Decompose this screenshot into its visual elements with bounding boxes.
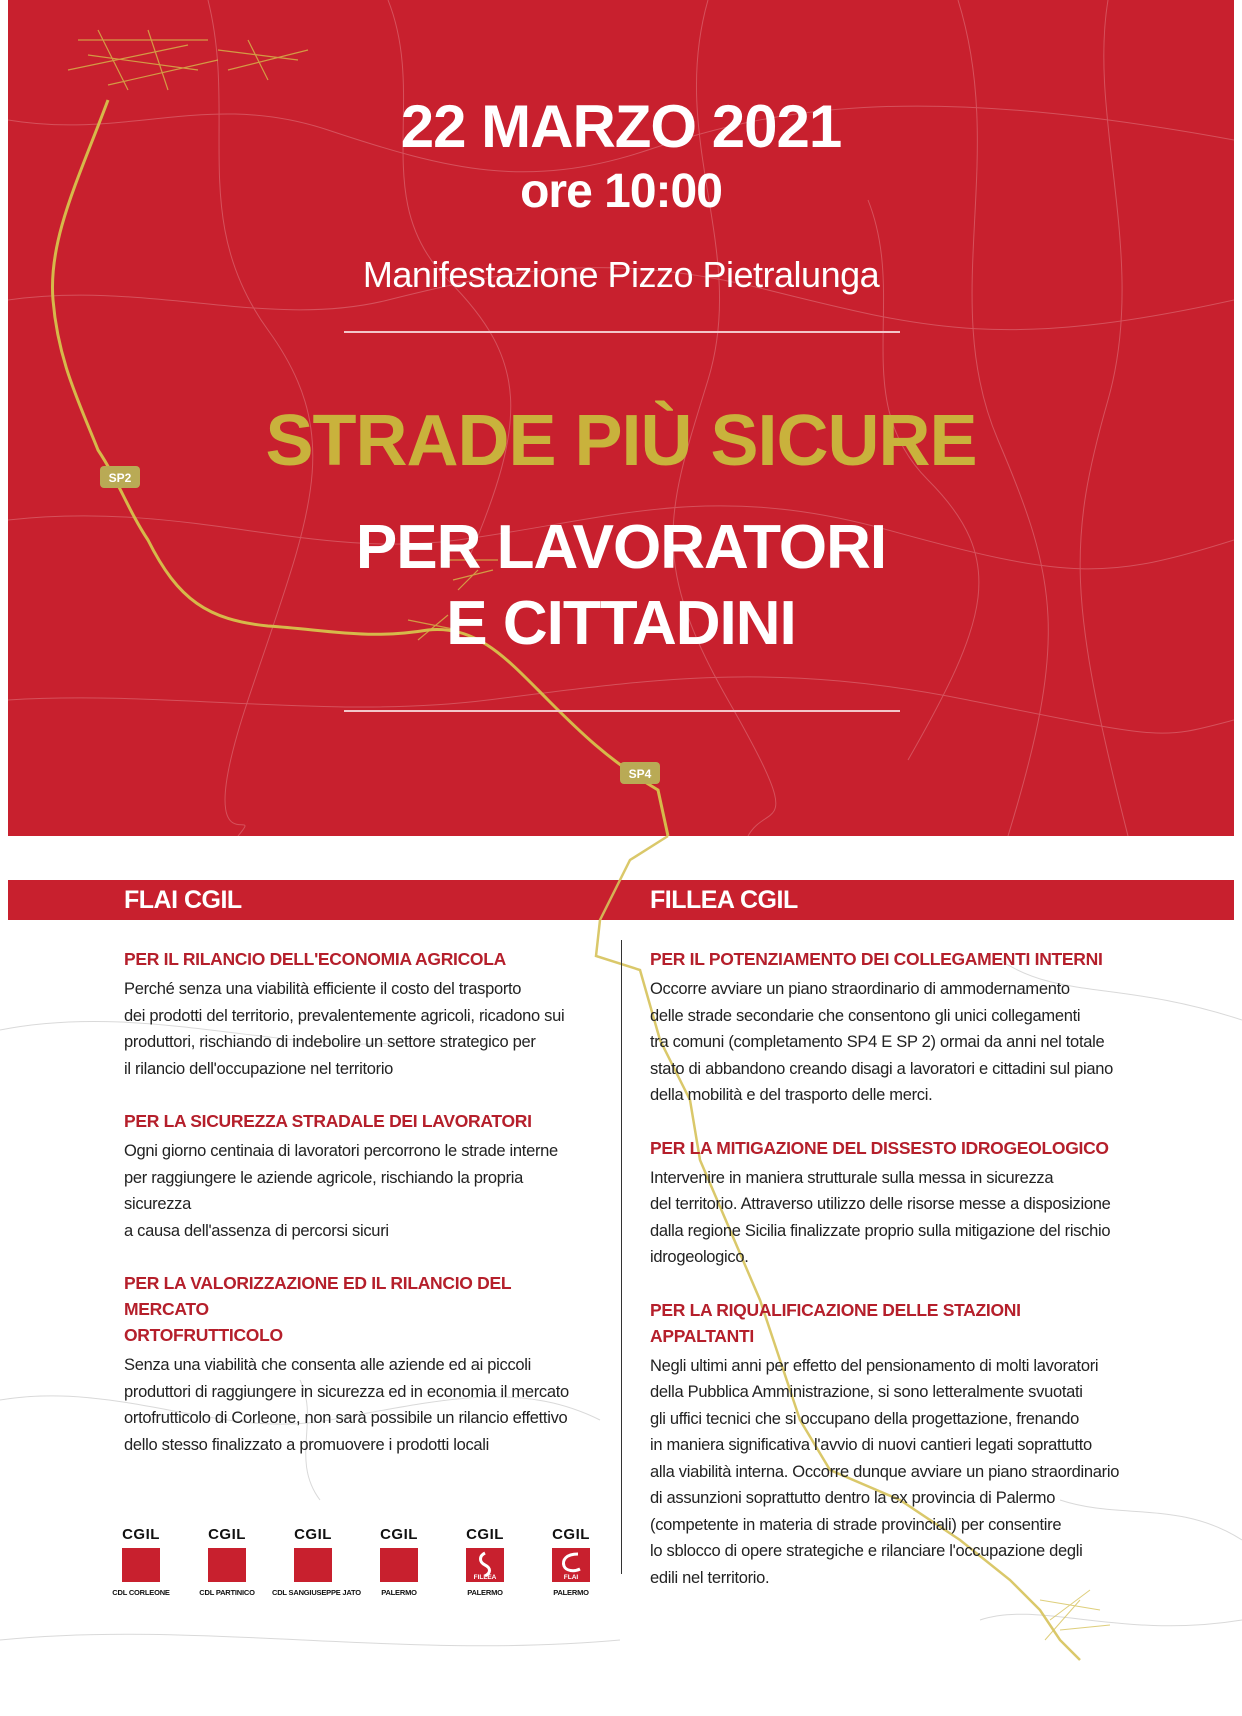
section-dissesto-idrogeologico xyxy=(650,1135,1120,1271)
cgil-red-square-icon xyxy=(122,1548,160,1582)
divider-top xyxy=(344,331,900,333)
section-heading: PER IL POTENZIAMENTO DEI COLLEGAMENTI INTERNI xyxy=(650,949,1103,969)
section-sicurezza-stradale xyxy=(124,1108,594,1244)
section-body: Negli ultimi anni per effetto del pensionamento di molti lavoratori della Pubblica Amministrazione, si sono letteralmente svuotati gli uffici tecnici che si occupano della progettazione, frenando in maniera significativa l'avvio di nuovi cantieri legati soprattutto alla viabilità interna. Occorre dunque avviare un piano straordinario di assunzioni soprattutto dentro la ex provincia di Palermo (competente in materia di strade provinciali) per consentire lo sblocco di opere strategiche e rilanciare l'occupazione degli edili nel territorio. xyxy=(650,1356,1120,1587)
flai-mark-icon: FLAI xyxy=(552,1548,590,1582)
subtitle-line-1: PER LAVORATORI xyxy=(355,513,887,582)
cgil-red-square-icon xyxy=(208,1548,246,1582)
section-body: Occorre avviare un piano straordinario di ammodernamento delle strade secondarie che consentono gli unici collegamenti tra comuni (completamento SP4 E SP 2) ormai da anni nel totale stato di abbandono creando disagi a lavoratori e cittadini sul piano della mobilità e del trasporto delle merci. xyxy=(650,980,1114,1104)
section-heading: PER LA VALORIZZAZIONE ED IL RILANCIO DEL MERCATO ORTOFRUTTICOLO xyxy=(124,1273,511,1345)
section-mercato-ortofrutticolo xyxy=(124,1270,594,1458)
svg-text:SP2: SP2 xyxy=(108,471,132,485)
cgil-red-square-icon xyxy=(380,1548,418,1582)
event-name: Manifestazione Pizzo Pietralunga xyxy=(362,254,880,295)
section-body: Senza una viabilità che consenta alle aziende ed ai piccoli produttori di raggiungere in sicurezza ed in economia il mercato ortofrutticolo di Corleone, non sarà possibile un rilancio effettivo dello stesso finalizzato a promuovere i prodotti locali xyxy=(124,1356,569,1454)
logo-cgil-corleone: CGIL CDL CORLEONE xyxy=(112,1526,170,1597)
fillea-column xyxy=(650,946,1120,1617)
section-heading: PER LA MITIGAZIONE DEL DISSESTO IDROGEOLOGICO xyxy=(650,1137,1109,1158)
main-title: STRADE PIÙ SICURE xyxy=(265,401,977,481)
logo-cgil-sangiuseppe-jato: CGIL CDL SANGIUSEPPE JATO xyxy=(272,1526,361,1597)
event-time: ore 10:00 xyxy=(520,165,722,218)
logo-fillea-palermo: CGIL FILLEA PALERMO xyxy=(466,1526,504,1597)
column-header-band xyxy=(8,880,1234,920)
event-date: 22 MARZO 2021 xyxy=(400,93,842,160)
fillea-mark-icon: FILLEA xyxy=(466,1548,504,1582)
column-divider xyxy=(621,940,622,1574)
logo-cgil-partinico: CGIL CDL PARTINICO xyxy=(199,1526,255,1597)
section-heading: PER IL RILANCIO DELL'ECONOMIA AGRICOLA xyxy=(124,949,506,969)
section-economia-agricola xyxy=(124,946,594,1082)
section-stazioni-appaltanti xyxy=(650,1297,1120,1592)
section-body: Intervenire in maniera strutturale sulla messa in sicurezza del territorio. Attraverso utilizzo delle risorse messe a disposizione dalla regione Sicilia finalizzate proprio sulla mitigazione del rischio idrogeologico. xyxy=(650,1168,1111,1266)
logo-flai-palermo: CGIL FLAI PALERMO xyxy=(552,1526,590,1597)
flai-column xyxy=(124,946,594,1484)
divider-bottom xyxy=(344,710,900,712)
section-body: Perché senza una viabilità efficiente il costo del trasporto dei prodotti del territorio, prevalentemente agricoli, ricadono sui produttori, rischiando di indebolire un settore strategico per il rilancio dell'occupazione nel territorio xyxy=(124,980,565,1078)
right-column-header: FILLEA CGIL xyxy=(650,886,798,914)
svg-text:SP4: SP4 xyxy=(628,767,652,781)
cgil-red-square-icon xyxy=(294,1548,332,1582)
section-collegamenti-interni xyxy=(650,946,1120,1109)
road-label-sp4 xyxy=(620,762,660,784)
section-heading: PER LA SICUREZZA STRADALE DEI LAVORATORI xyxy=(124,1111,532,1131)
subtitle-line-2: E CITTADINI xyxy=(446,589,796,658)
union-logos xyxy=(100,1526,620,1606)
section-heading: PER LA RIQUALIFICAZIONE DELLE STAZIONI APPALTANTI xyxy=(650,1299,1021,1346)
left-column-header: FLAI CGIL xyxy=(124,886,242,914)
section-body: Ogni giorno centinaia di lavoratori percorrono le strade interne per raggiungere le aziende agricole, rischiando la propria sicurezza a causa dell'assenza di percorsi sicuri xyxy=(124,1142,558,1240)
logo-cgil-palermo: CGIL PALERMO xyxy=(380,1526,418,1597)
